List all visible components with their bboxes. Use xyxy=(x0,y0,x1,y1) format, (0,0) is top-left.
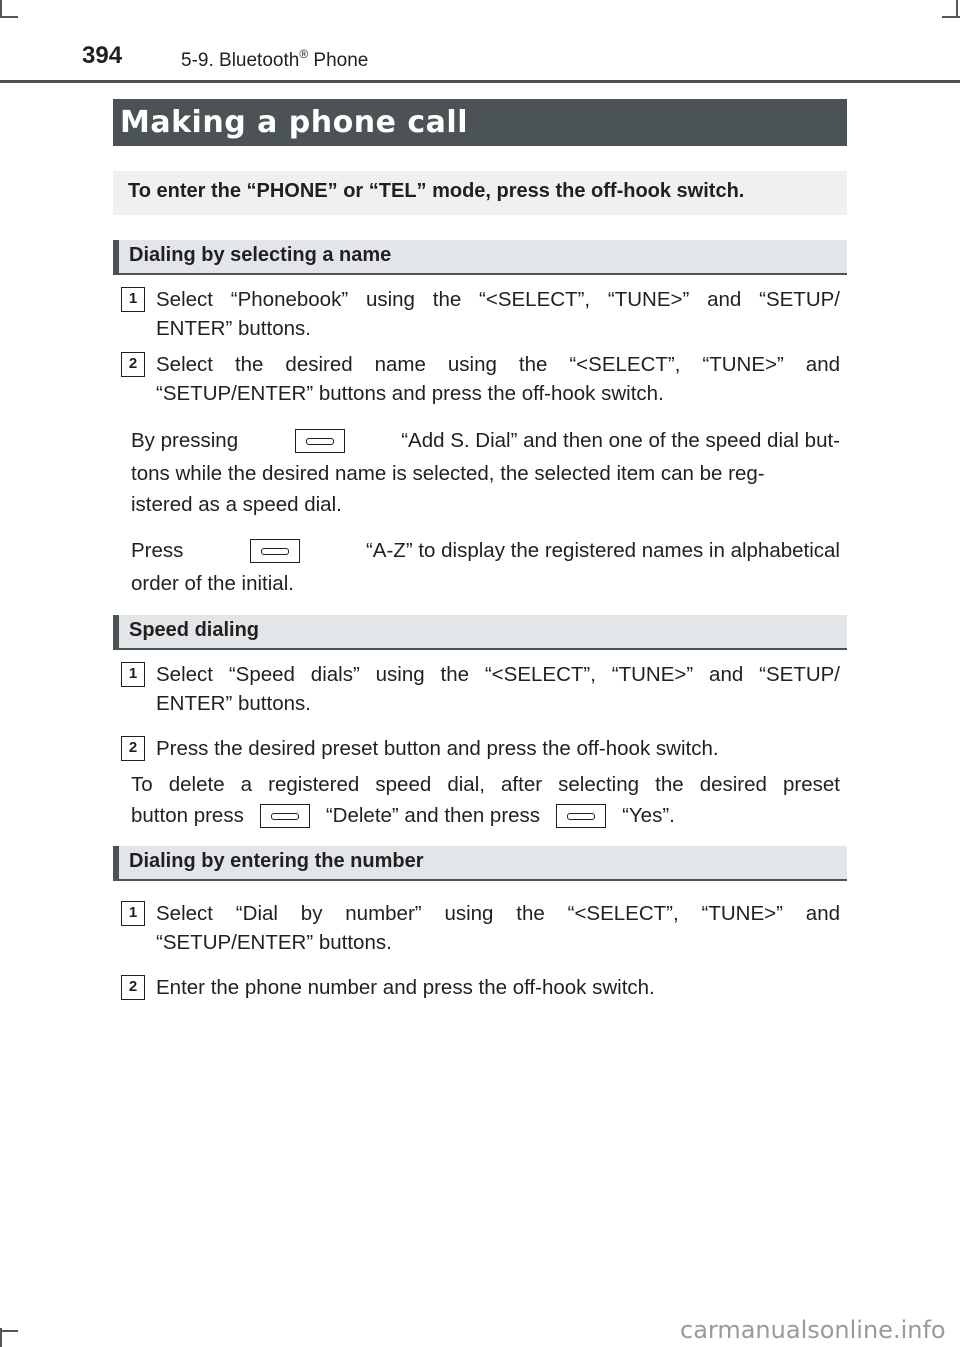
step-number: 2 xyxy=(121,975,145,1000)
page-title: Making a phone call xyxy=(120,105,468,140)
note-line xyxy=(131,458,840,489)
section-heading-name xyxy=(113,240,847,275)
radio-button-icon xyxy=(260,804,310,828)
step-line: Enter the phone number and press the off-hook switch. xyxy=(156,976,655,999)
note-text: “Add S. Dial” and then one of the speed dial but- xyxy=(401,429,840,452)
intro-text: To enter the “PHONE” or “TEL” mode, press the off-hook switch. xyxy=(128,180,745,202)
step-line: “SETUP/ENTER” buttons. xyxy=(156,931,392,954)
step-text xyxy=(156,973,840,1002)
section-heading-speed xyxy=(113,615,847,650)
step-number: 1 xyxy=(121,662,145,687)
step-line: Select “Dial by number” using the “<SELECT”, “TUNE>” and xyxy=(156,902,840,925)
note-paragraph xyxy=(131,535,840,599)
step-line: Select “Phonebook” using the “<SELECT”, “TUNE>” and “SETUP/ xyxy=(156,288,840,311)
intro-box xyxy=(113,171,847,215)
radio-button-icon xyxy=(250,539,300,563)
step-line: ENTER” buttons. xyxy=(156,317,311,340)
step-number: 2 xyxy=(121,352,145,377)
section-suffix: Phone xyxy=(308,50,369,71)
step-line: Select the desired name using the “<SELECT”, “TUNE>” and xyxy=(156,353,840,376)
note-text: To delete a registered speed dial, after selecting the desired preset xyxy=(131,773,840,796)
section-heading-number xyxy=(113,846,847,881)
page-number: 394 xyxy=(82,42,123,69)
section-heading-text: Speed dialing xyxy=(129,619,260,641)
note-text: button press xyxy=(131,804,244,827)
step-line: Press the desired preset button and press the off-hook switch. xyxy=(156,737,719,760)
note-line xyxy=(131,535,840,566)
note-line xyxy=(131,800,840,831)
step-text xyxy=(156,734,840,763)
step-text xyxy=(156,350,840,408)
registered-mark: ® xyxy=(299,47,309,61)
note-text: “Delete” and then press xyxy=(325,804,541,827)
section-name xyxy=(181,47,369,72)
note-text: tons while the desired name is selected, the selected item can be reg- xyxy=(131,462,765,485)
radio-button-icon xyxy=(295,429,345,453)
step-line: ENTER” buttons. xyxy=(156,692,311,715)
section-heading-text: Dialing by entering the number xyxy=(129,850,424,872)
note-line xyxy=(131,489,840,520)
note-text: By pressing xyxy=(131,429,239,452)
radio-button-icon xyxy=(556,804,606,828)
page-header xyxy=(0,0,960,84)
note-text: Press xyxy=(131,539,184,562)
note-text: istered as a speed dial. xyxy=(131,493,342,516)
title-bar xyxy=(113,99,847,146)
step-number: 1 xyxy=(121,287,145,312)
note-text: “Yes”. xyxy=(622,804,675,827)
watermark: carmanualsonline.info xyxy=(680,1316,946,1344)
step-text xyxy=(156,660,840,718)
step-line: Select “Speed dials” using the “<SELECT”, “TUNE>” and “SETUP/ xyxy=(156,663,840,686)
note-line xyxy=(131,568,840,599)
note-paragraph xyxy=(131,425,840,520)
note-text: “A-Z” to display the registered names in alphabetical xyxy=(365,539,840,562)
note-paragraph xyxy=(131,769,840,831)
step-number: 1 xyxy=(121,901,145,926)
crop-mark xyxy=(0,1330,18,1332)
section-heading-text: Dialing by selecting a name xyxy=(129,244,392,266)
step-text xyxy=(156,899,840,957)
note-text: order of the initial. xyxy=(131,572,294,595)
note-line xyxy=(131,425,840,456)
step-line: “SETUP/ENTER” buttons and press the off-hook switch. xyxy=(156,382,664,405)
step-text xyxy=(156,285,840,343)
section-prefix: 5-9. Bluetooth xyxy=(181,50,300,71)
note-line xyxy=(131,769,840,800)
step-number: 2 xyxy=(121,736,145,761)
header-rule xyxy=(0,80,960,83)
